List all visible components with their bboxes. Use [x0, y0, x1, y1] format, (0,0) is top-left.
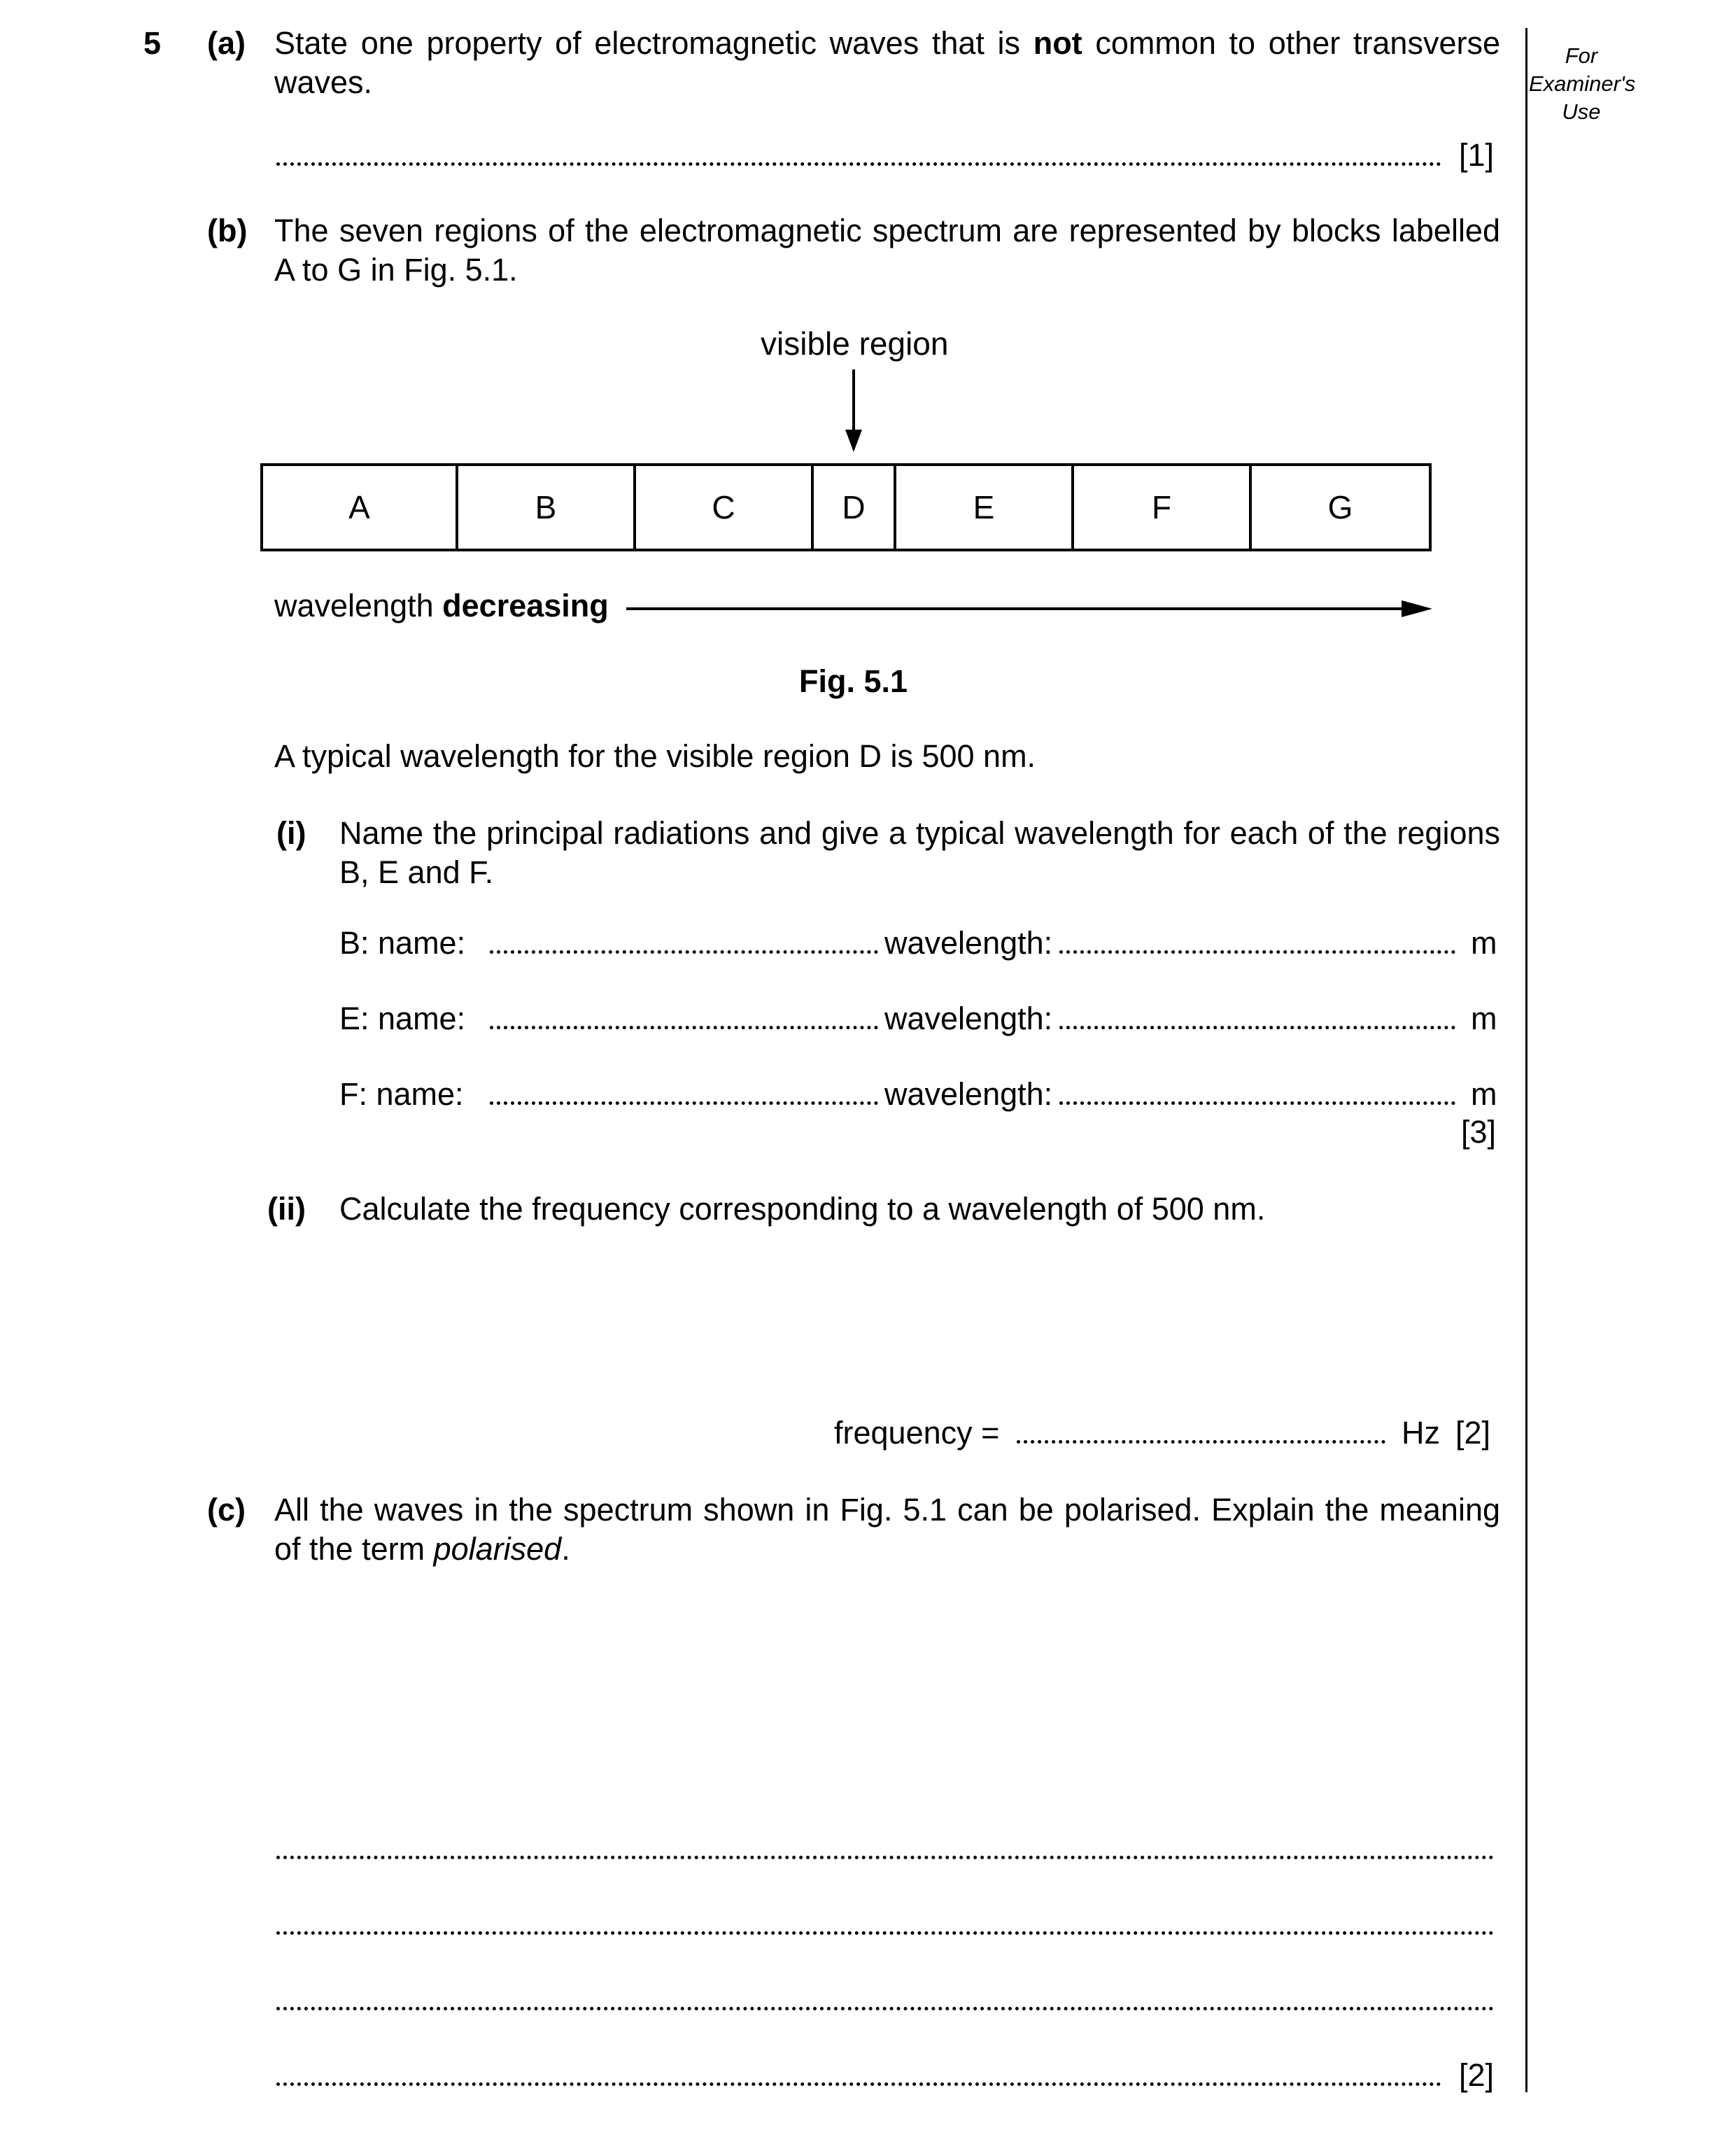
- part-a-answer-line[interactable]: [276, 162, 1441, 166]
- spectrum-block-c: C: [633, 463, 814, 551]
- part-c-label: (c): [207, 1492, 246, 1528]
- sub-ii-marks: [2]: [1455, 1415, 1491, 1451]
- row-e-wavelength-label: wavelength:: [884, 1001, 1053, 1036]
- visible-region-arrow: [833, 369, 875, 453]
- spectrum-block-e: E: [894, 463, 1074, 551]
- part-a-marks: [1]: [1459, 137, 1495, 173]
- part-c-answer-line-1[interactable]: [276, 1856, 1494, 1859]
- sub-ii-question: Calculate the frequency corresponding to a wavelength of 500 nm.: [339, 1191, 1266, 1227]
- row-f-label: F: name:: [339, 1076, 464, 1112]
- question-number: 5: [143, 25, 162, 61]
- spectrum-block-f: F: [1071, 463, 1252, 551]
- part-a-question: State one property of electromagnetic waves that is not common to other transverse waves.: [274, 25, 1500, 100]
- spectrum-block-a: A: [260, 463, 458, 551]
- typical-wavelength-text: A typical wavelength for the visible region D is 500 nm.: [274, 738, 1036, 774]
- figure-caption: Fig. 5.1: [799, 663, 908, 699]
- part-c-answer-line-4[interactable]: [276, 2082, 1441, 2086]
- examiner-use-note: For Examiner's Use: [1529, 43, 1636, 124]
- sub-ii-label: (ii): [267, 1191, 306, 1227]
- frequency-unit: Hz: [1402, 1415, 1440, 1451]
- part-c-answer-line-3[interactable]: [276, 2007, 1494, 2010]
- row-f-wavelength-label: wavelength:: [884, 1076, 1053, 1112]
- wavelength-arrow: [626, 595, 1438, 623]
- row-b-wavelength-label: wavelength:: [884, 925, 1053, 961]
- part-c-answer-line-2[interactable]: [276, 1931, 1494, 1935]
- sub-i-label: (i): [276, 815, 306, 851]
- part-c-question: All the waves in the spectrum shown in Fig. 5.1 can be polarised. Explain the meaning of the term polarised.: [274, 1492, 1500, 1567]
- row-f-unit: m: [1471, 1076, 1497, 1112]
- spectrum-block-b: B: [456, 463, 636, 551]
- frequency-answer-field[interactable]: [1017, 1440, 1385, 1444]
- row-b-unit: m: [1471, 925, 1497, 961]
- row-e-name-field[interactable]: [490, 1026, 878, 1029]
- sub-i-marks: [3]: [1461, 1114, 1497, 1150]
- visible-region-label: visible region: [761, 325, 949, 362]
- part-b-question: The seven regions of the electromagnetic spectrum are represented by blocks labelled A to G in Fig. 5.1.: [274, 213, 1500, 288]
- row-e-wavelength-field[interactable]: [1059, 1026, 1455, 1029]
- part-b-label: (b): [207, 213, 248, 248]
- wavelength-direction-label: wavelength decreasing: [274, 588, 609, 623]
- sub-i-question: Name the principal radiations and give a typical wavelength for each of the regions B, E and F.: [339, 815, 1500, 890]
- row-e-label: E: name:: [339, 1001, 466, 1036]
- part-a-label: (a): [207, 25, 246, 61]
- row-f-name-field[interactable]: [490, 1101, 878, 1105]
- row-b-wavelength-field[interactable]: [1059, 950, 1455, 954]
- frequency-label: frequency =: [834, 1415, 1000, 1451]
- spectrum-block-d: D: [811, 463, 896, 551]
- row-f-wavelength-field[interactable]: [1059, 1101, 1455, 1105]
- examiner-margin-rule: [1525, 28, 1527, 2092]
- part-c-marks: [2]: [1459, 2057, 1495, 2093]
- row-e-unit: m: [1471, 1001, 1497, 1036]
- row-b-name-field[interactable]: [490, 950, 878, 954]
- row-b-label: B: name:: [339, 925, 466, 961]
- spectrum-block-g: G: [1249, 463, 1432, 551]
